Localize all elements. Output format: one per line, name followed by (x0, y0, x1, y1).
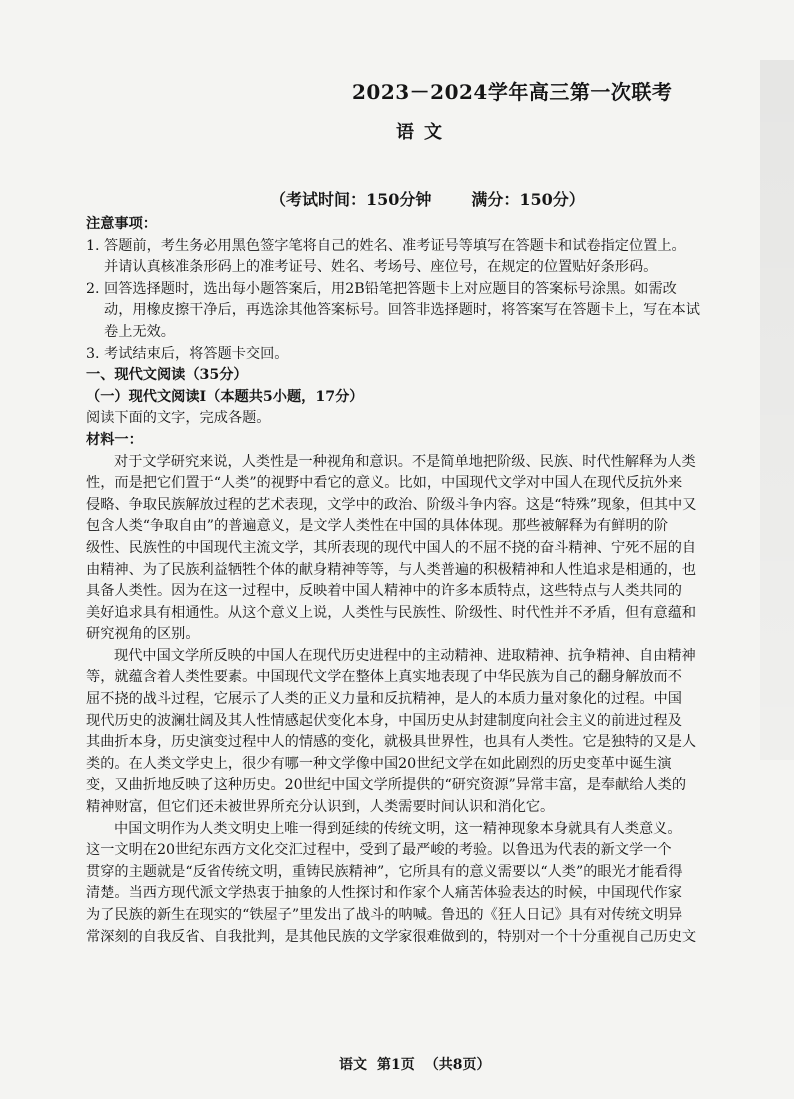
subsection-heading: （一）现代文阅读Ⅰ（本题共5小题，17分） (86, 388, 364, 405)
full-score: 满分：150分） (471, 190, 585, 209)
passage-line: 贯穿的主题就是“反省传统文明，重铸民族精神”，它所具有的意义需要以“人类”的眼光才能看得 (86, 863, 683, 880)
notice-line: 并请认真核准条形码上的准考证号、姓名、考场号、座位号，在规定的位置贴好条形码。 (104, 259, 658, 276)
exam-body (86, 214, 761, 948)
exam-title: 2023－2024学年高三第一次联考 (352, 80, 673, 104)
passage-line: 常深刻的自我反省、自我批判，是其他民族的文学家很难做到的，特别对一个十分重视自己历史文 (86, 928, 697, 945)
passage-line: 侵略、争取民族解放过程的艺术表现，文学中的政治、阶级斗争内容。这是“特殊”现象，但其中又 (86, 496, 697, 513)
material-label: 材料一： (86, 431, 143, 448)
footer-subject: 语文 (339, 1057, 367, 1073)
passage-line: 美好追求具有相通性。从这个意义上说，人类性与民族性、阶级性、时代性并不矛盾，但有意蕴和 (86, 604, 697, 621)
notice-line: 动，用橡皮擦干净后，再选涂其他答案标号。回答非选择题时，将答案写在答题卡上，写在本试 (104, 302, 700, 319)
notice-line: 1. 答题前，考生务必用黑色签字笔将自己的姓名、准考证号等填写在答题卡和试卷指定位置上。 (86, 237, 686, 254)
passage-line: 清楚。当西方现代派文学热衷于抽象的人性探讨和作家个人痛苦体验表达的时候，中国现代作家 (86, 885, 682, 902)
passage-line: 对于文学研究来说，人类性是一种视角和意识。不是简单地把阶级、民族、时代性解释为人类 (114, 453, 696, 470)
passage-line: 变，又曲折地反映了这种历史。20世纪中国文学所提供的“研究资源”异常丰富，是奉献给人类的 (86, 777, 687, 794)
passage-line: 包含人类“争取自由”的普遍意义，是文学人类性在中国的具体体现。那些被解释为有鲜明的阶 (86, 518, 669, 535)
notice-heading: 注意事项： (86, 216, 157, 232)
passage-line: 中国文明作为人类文明史上唯一得到延续的传统文明，这一精神现象本身就具有人类意义。 (114, 820, 682, 837)
notice-line: 3. 考试结束后，将答题卡交回。 (86, 345, 289, 362)
passage-line: 屈不挠的战斗过程，它展示了人类的正义力量和反抗精神，是人的本质力量对象化的过程。中国 (86, 691, 682, 708)
passage-line: 由精神、为了民族利益牺牲个体的献身精神等等，与人类普遍的积极精神和人性追求是相通的，也 (86, 561, 697, 578)
bleed-through-shadow (760, 60, 794, 760)
exam-time: （考试时间：150分钟 (270, 190, 432, 209)
passage-line: 其曲折本身，历史演变过程中人的情感的变化，就极具世界性，也具有人类性。它是独特的又是人 (86, 734, 697, 751)
passage-line: 精神财富，但它们还未被世界所充分认识到，人类需要时间认识和消化它。 (86, 799, 555, 816)
passage-line: 研究视角的区别。 (86, 626, 200, 643)
passage-line: 性，而是把它们置于“人类”的视野中看它的意义。比如，中国现代文学对中国人在现代反抗外来 (86, 475, 683, 492)
exam-time-score (270, 187, 585, 210)
page-footer (339, 1054, 491, 1074)
passage-line: 等，就蕴含着人类性要素。中国现代文学在整体上真实地表现了中华民族为自己的翻身解放而不 (86, 669, 682, 686)
footer-total: （共8页） (424, 1057, 491, 1073)
passage-line: 为了民族的新生在现实的“铁屋子”里发出了战斗的呐喊。鲁迅的《狂人日记》具有对传统文明异 (86, 907, 683, 923)
passage-line: 具备人类性。因为在这一过程中，反映着中国人精神中的许多本质特点，这些特点与人类共同的 (86, 583, 682, 600)
notice-line: 2. 回答选择题时，选出每小题答案后，用2B铅笔把答题卡上对应题目的答案标号涂黑。如需改 (86, 280, 677, 297)
passage-line: 这一文明在20世纪东西方文化交汇过程中，受到了最严峻的考验。以鲁迅为代表的新文学一个 (86, 842, 672, 859)
reading-instruction: 阅读下面的文字，完成各题。 (86, 410, 271, 427)
section-heading: 一、现代文阅读（35分） (86, 367, 248, 384)
passage-line: 级性、民族性的中国现代主流文学，其所表现的现代中国人的不屈不挠的奋斗精神、宁死不屈的自 (86, 539, 697, 556)
footer-page: 第1页 (377, 1057, 415, 1073)
passage-line: 现代历史的波澜壮阔及其人性情感起伏变化本身，中国历史从封建制度向社会主义的前进过程及 (86, 712, 682, 729)
notice-line: 卷上无效。 (104, 323, 175, 340)
passage-line: 现代中国文学所反映的中国人在现代历史进程中的主动精神、进取精神、抗争精神、自由精神 (114, 647, 696, 664)
passage-line: 类的。在人类文学史上，很少有哪一种文学像中国20世纪文学在如此剧烈的历史变革中诞生演 (86, 755, 672, 772)
subject-title: 语文 (396, 122, 452, 143)
